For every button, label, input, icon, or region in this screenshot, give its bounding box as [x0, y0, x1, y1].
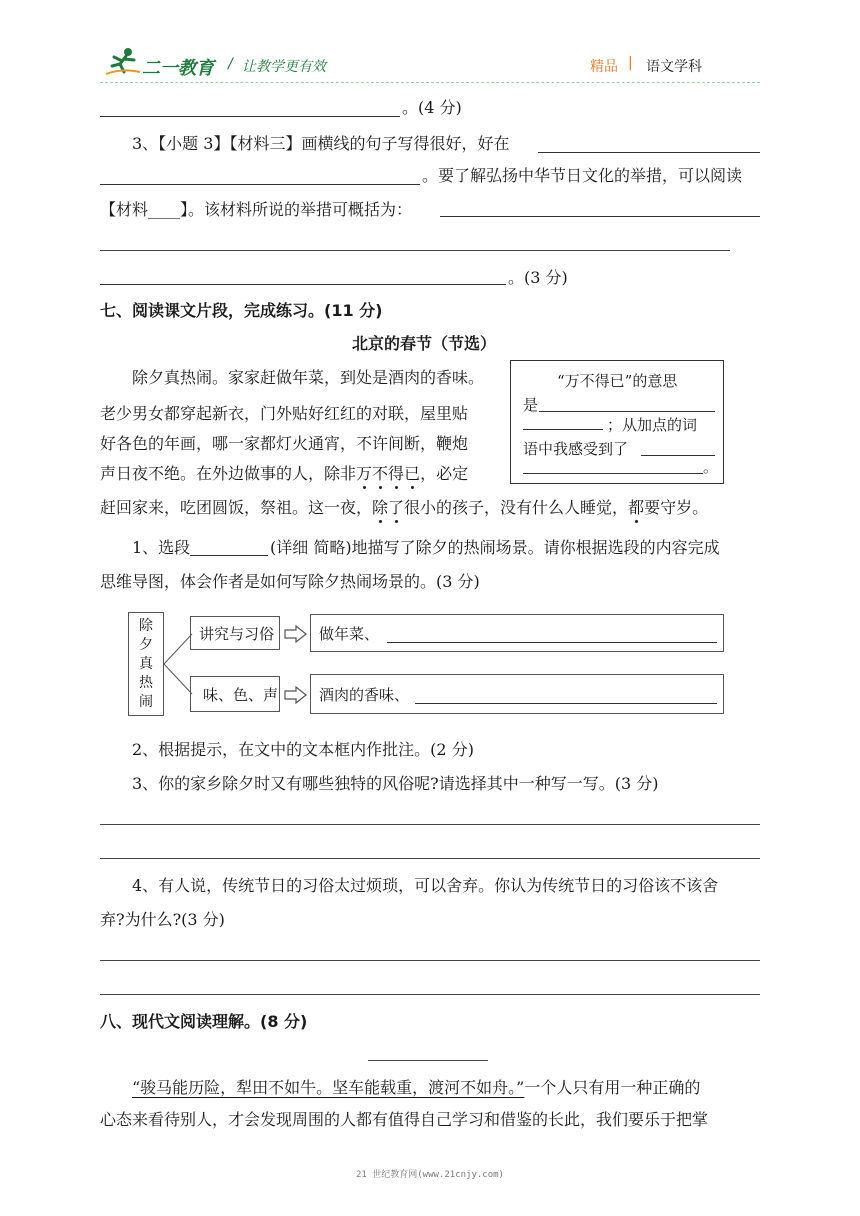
answer-line	[100, 824, 760, 825]
score-text: 。(3 分)	[508, 268, 568, 287]
dotted-char: 万	[356, 464, 373, 483]
title-blank-line	[368, 1060, 488, 1061]
logo-text: 二一教育	[142, 58, 214, 79]
header-slogan: 让教学更有效	[242, 59, 326, 75]
annotation-line: 。	[703, 458, 719, 476]
answer-line	[100, 116, 400, 117]
mindmap-branch: 讲究与习俗	[190, 616, 280, 650]
q3-text: 3、你的家乡除夕时又有哪些独特的风俗呢?请选择其中一种写一写。(3 分)	[132, 774, 659, 793]
mindmap-leaf: 做年菜、	[310, 614, 724, 652]
section7-heading: 七、阅读课文片段，完成练习。(11 分)	[100, 301, 383, 320]
answer-line	[523, 429, 603, 430]
q3-line2: 。要了解弘扬中华节日文化的举措，可以阅读	[422, 166, 743, 185]
score-text: 。(4 分)	[402, 98, 462, 117]
q3-line3: 【材料____】。该材料所说的举措可概括为：	[100, 200, 413, 219]
answer-line	[641, 455, 715, 456]
annotation-line: 是	[523, 396, 539, 414]
answer-line	[523, 473, 703, 474]
q4-text: 弃?为什么?(3 分)	[100, 910, 225, 929]
dotted-char: 不	[372, 464, 389, 483]
header-rule	[100, 82, 760, 83]
q1-text: (详细 简略)地描写了除夕的热闹场景。请你根据选段的内容完成	[270, 538, 720, 557]
mindmap-leaf: 酒肉的香味、	[310, 674, 724, 714]
dotted-char: 都	[628, 498, 645, 517]
answer-line	[100, 994, 760, 995]
passage-line: 心态来看待别人，才会发现周围的人都有值得自己学习和借鉴的长此，我们要乐于把掌	[100, 1110, 709, 1129]
dotted-char: 已	[404, 464, 421, 483]
root-char: 真	[139, 656, 153, 672]
answer-line	[440, 216, 760, 217]
annotation-line: “万不得已”的意思	[557, 372, 678, 390]
q4-text: 4、有人说，传统节日的习俗太过烦琐，可以舍弃。你认为传统节日的习俗该不该舍	[132, 876, 719, 895]
underlined-quote: “骏马能历险，犁田不如牛。坚车能载重，渡河不如舟。”	[132, 1078, 525, 1097]
root-char: 除	[139, 618, 153, 634]
answer-line	[100, 184, 420, 185]
dotted-char: 得	[388, 464, 405, 483]
mindmap-root	[128, 612, 164, 716]
header-separator: /	[228, 56, 233, 72]
q2-text: 2、根据提示，在文中的文本框内作批注。(2 分)	[132, 740, 474, 759]
root-char: 闹	[139, 694, 153, 710]
root-char: 夕	[139, 637, 153, 653]
answer-line	[100, 858, 760, 859]
annotation-box	[510, 360, 724, 484]
passage-line: 除夕真热闹。家家赶做年菜，到处是酒肉的香味。	[132, 368, 485, 387]
passage-title: 北京的春节（节选）	[352, 334, 497, 353]
passage-line: 赶回家来，吃团圆饭，祭祖。这一夜，除了很小的孩子，没有什么人睡觉，都要守岁。	[100, 498, 709, 517]
arrow-right-icon	[284, 625, 308, 643]
answer-line	[190, 555, 268, 556]
answer-line	[539, 411, 715, 412]
answer-line	[100, 284, 506, 285]
passage-line: 老少男女都穿起新衣，门外贴好红红的对联，屋里贴	[100, 404, 469, 423]
quality-label: 精品	[590, 59, 618, 75]
annotation-line: ；从加点的词	[607, 416, 698, 434]
arrow-right-icon	[284, 686, 308, 704]
q1-label: 1、选段	[132, 538, 191, 557]
passage-line: “骏马能历险，犁田不如牛。坚车能载重，渡河不如舟。”一个人只有用一种正确的	[132, 1078, 701, 1097]
subject-label: 语文学科	[646, 59, 702, 75]
q3-line1: 3、【小题 3】【材料三】画横线的句子写得很好，好在	[132, 134, 510, 153]
root-char: 热	[139, 675, 153, 691]
q1-text: 思维导图，体会作者是如何写除夕热闹场景的。(3 分)	[100, 572, 480, 591]
answer-line	[100, 250, 730, 251]
section8-heading: 八、现代文阅读理解。(8 分)	[100, 1012, 308, 1031]
runner-logo-icon	[104, 46, 142, 76]
mindmap-branch: 味、色、声	[190, 676, 280, 712]
dotted-char: 了	[388, 498, 405, 517]
answer-line	[100, 960, 760, 961]
passage-line: 声日夜不绝。在外边做事的人，除非万不得已，必定	[100, 464, 469, 483]
passage-line: 好各色的年画，哪一家都灯火通宵，不许间断，鞭炮	[100, 434, 469, 453]
answer-line	[538, 152, 760, 153]
header-divider: |	[628, 55, 633, 71]
dotted-char: 除	[372, 498, 389, 517]
page-footer: 21 世纪教育网(www.21cnjy.com)	[356, 1170, 504, 1180]
annotation-line: 语中我感受到了	[523, 440, 629, 458]
